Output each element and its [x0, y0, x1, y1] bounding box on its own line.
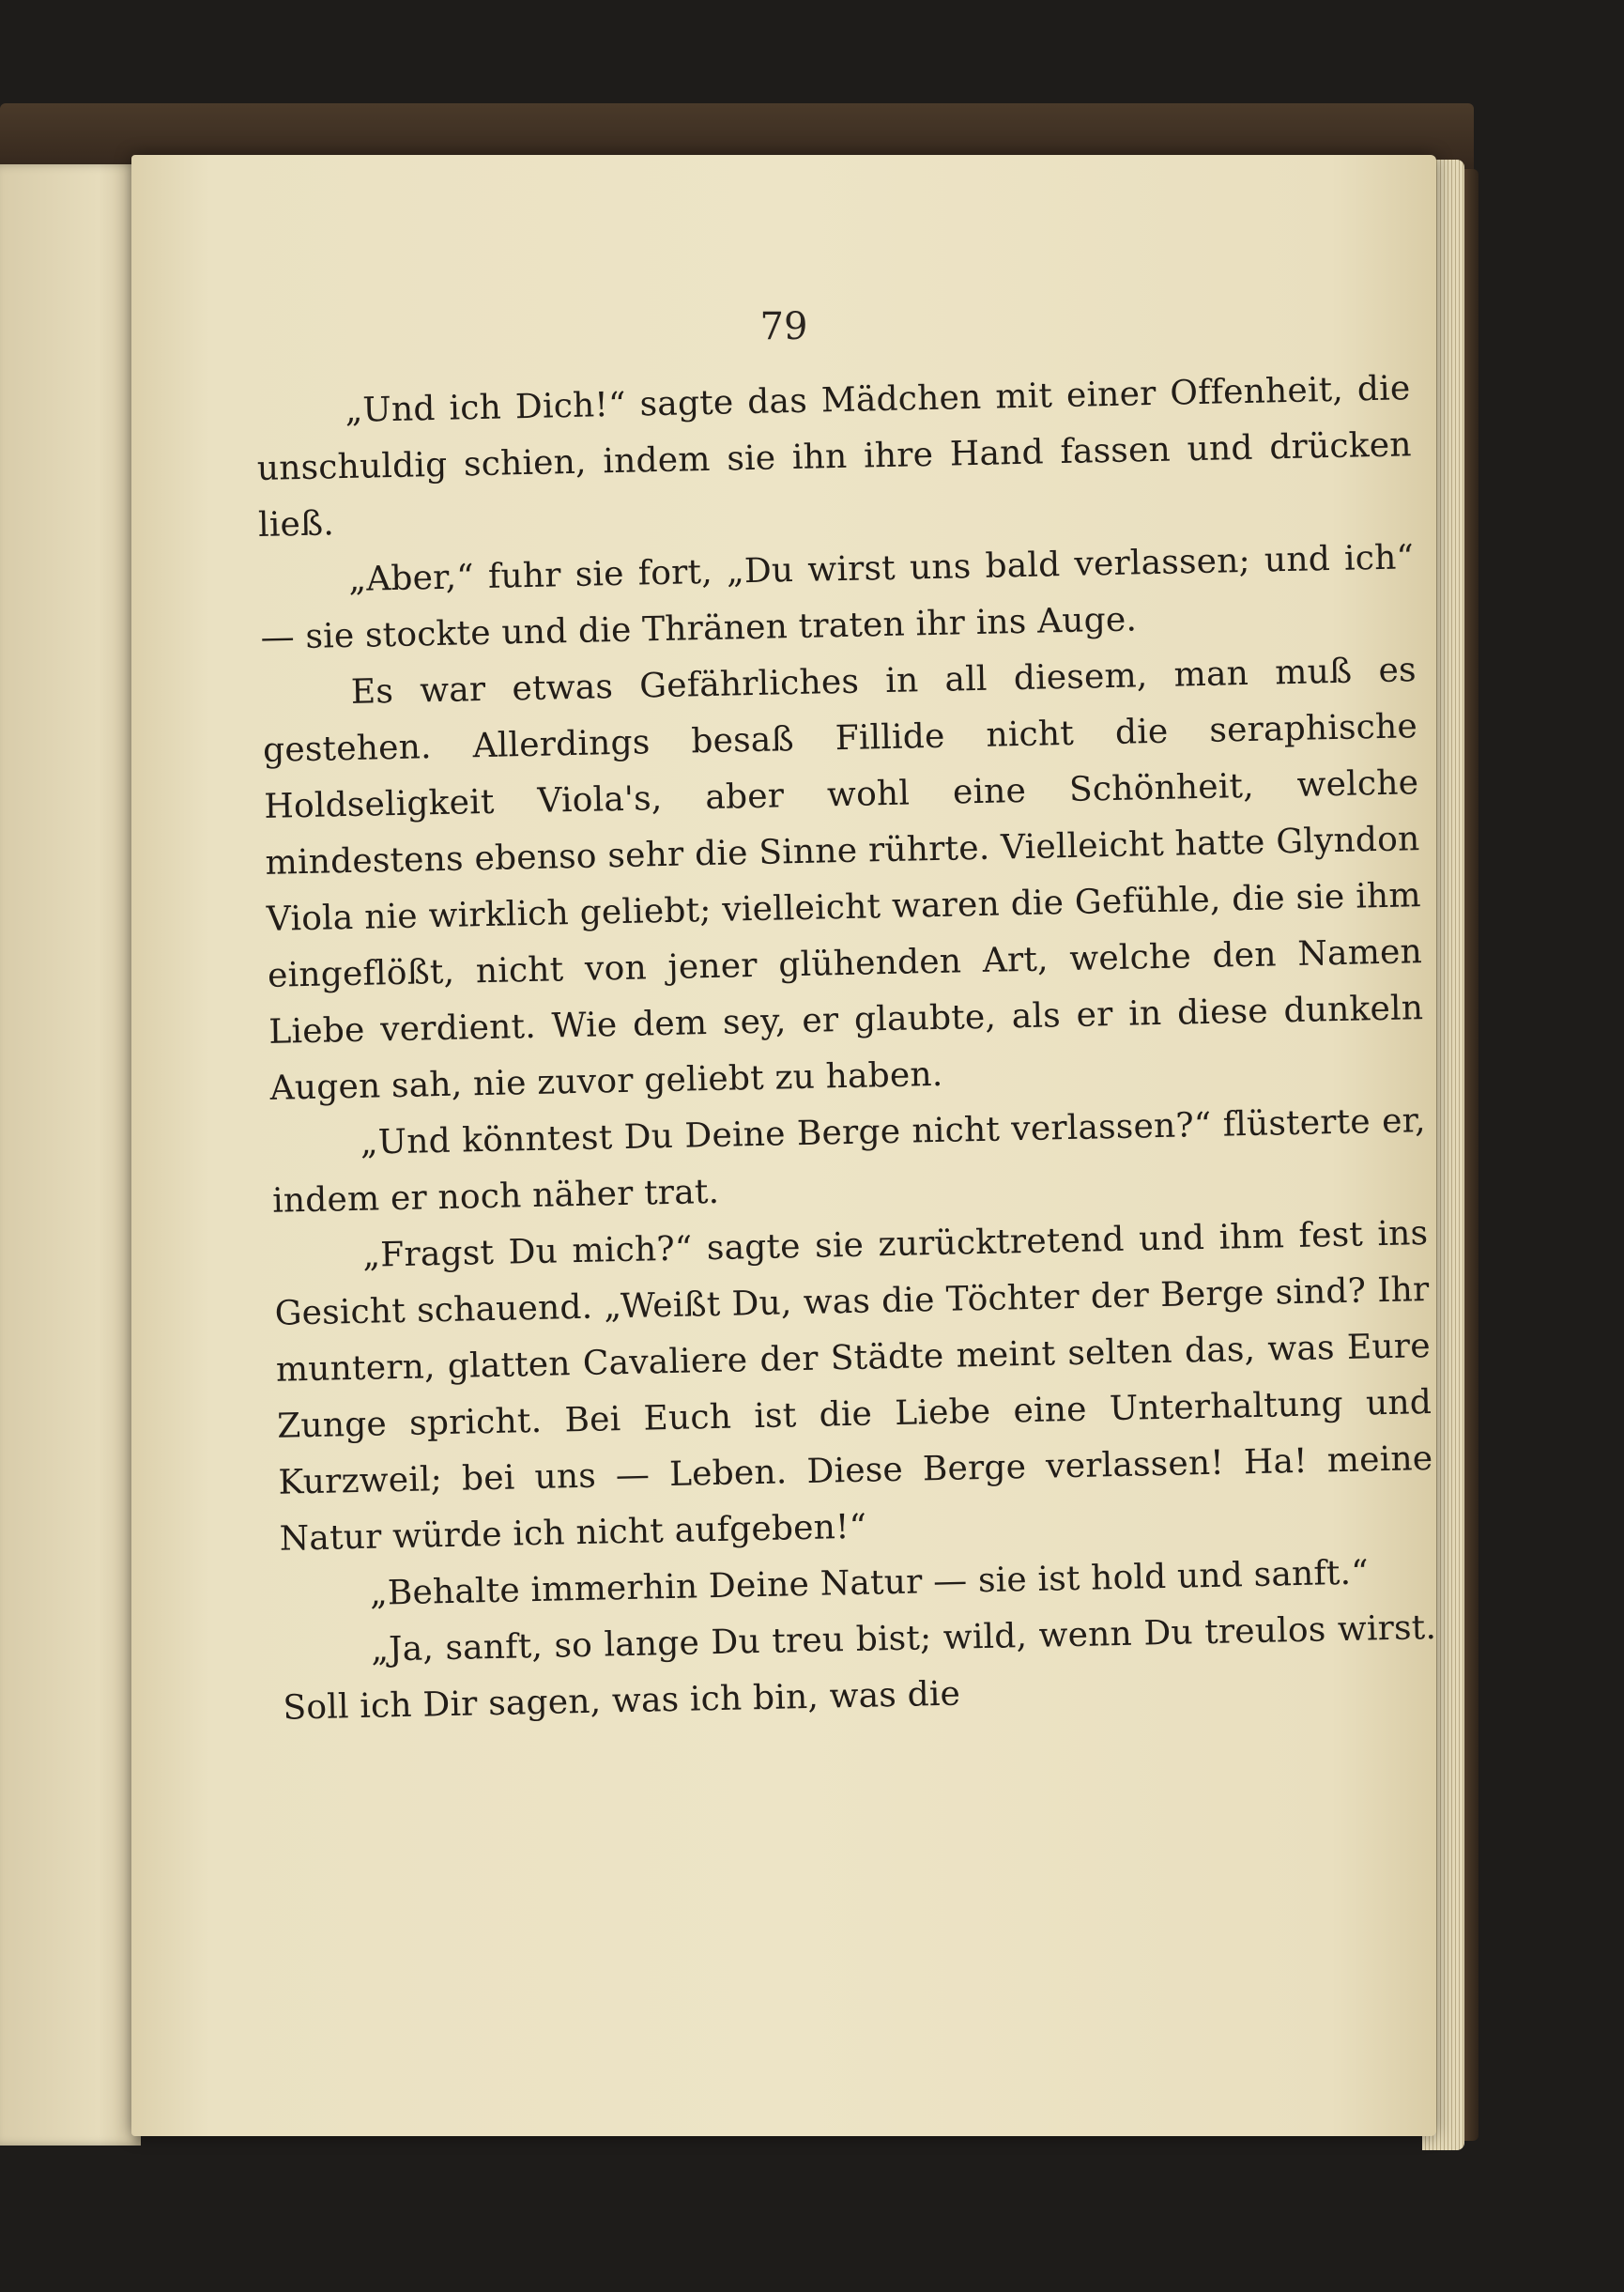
paragraph: „Fragst Du mich?“ sagte sie zurücktretend und ihm fest ins Gesicht schauend. „Weißt Du, was die Töchter der Berge sind? Ihr muntern, glatten Cavaliere der Städte meint selten das, was Eure Zunge spricht. Bei Euch ist die Liebe eine Unterhaltung und Kurzweil; bei uns — Leben. Diese Berge verlassen! Ha! meine Natur würde ich nicht aufgeben!“	[274, 1214, 1433, 1559]
page-text	[255, 361, 1438, 1736]
book-page	[131, 155, 1436, 2136]
previous-page-edge	[0, 164, 141, 2146]
page-number: 79	[759, 305, 808, 348]
paragraph: „Ja, sanft, so lange Du treu bist; wild, wenn Du treulos wirst. Soll ich Dir sagen, was ich bin, was die	[283, 1607, 1437, 1728]
paragraph: „Behalte immerhin Deine Natur — sie ist hold und sanft.“	[369, 1553, 1370, 1613]
paragraph: „Und ich Dich!“ sagte das Mädchen mit einer Offenheit, die unschuldig schien, indem sie ihn ihre Hand fassen und drücken ließ.	[256, 369, 1413, 545]
paragraph: „Und könntest Du Deine Berge nicht verlassen?“ flüsterte er, indem er noch näher trat.	[271, 1101, 1427, 1221]
paragraph: „Aber,“ fuhr sie fort, „Du wirst uns bald verlassen; und ich“ — sie stockte und die Thränen traten ihr ins Auge.	[260, 538, 1415, 657]
paragraph: Es war etwas Gefährliches in all diesem, man muß es gestehen. Allerdings besaß Fillide nicht die seraphische Holdseligkeit Viola's, aber wohl eine Schönheit, welche mindestens ebenso sehr die Sinne rührte. Vielleicht hatte Glyndon Viola nie wirklich geliebt; vielleicht waren die Gefühle, die sie ihm eingeflößt, nicht von jener glühenden Art, welche den Namen Liebe verdient. Wie dem sey, er glaubte, als er in diese dunkeln Augen sah, nie zuvor geliebt zu haben.	[262, 651, 1424, 1108]
